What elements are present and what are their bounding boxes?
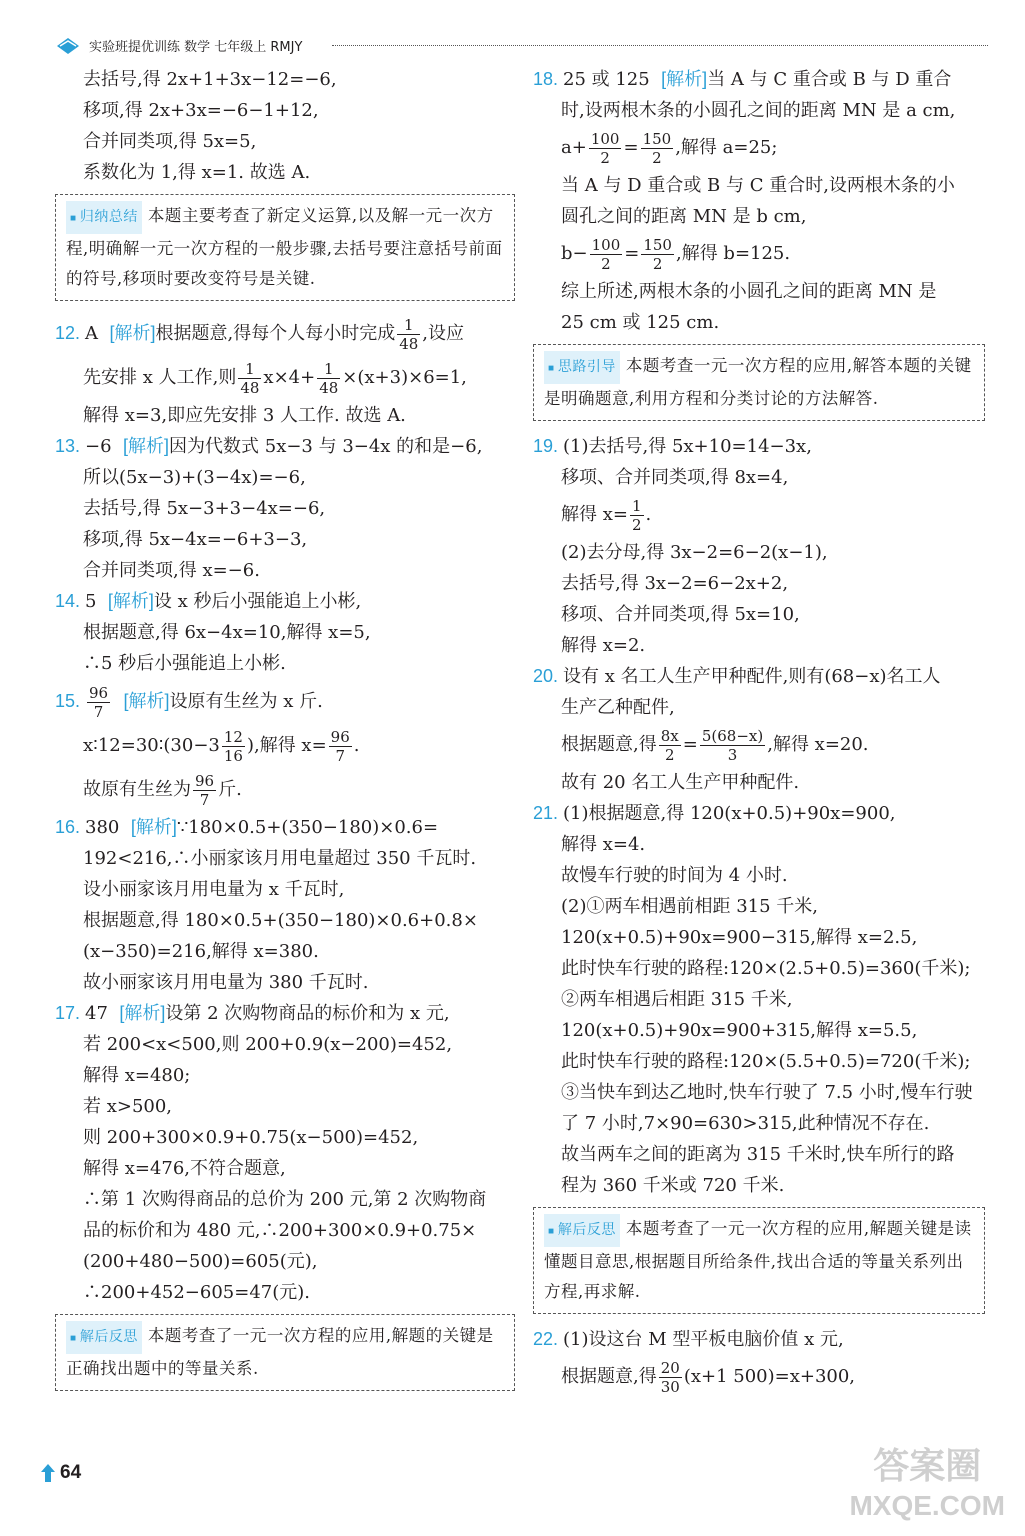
text-line: 解得 x=2.: [561, 635, 646, 656]
reflection-box: [533, 1207, 985, 1314]
text-line: 移项,得 2x+3x=−6−1+12,: [83, 100, 319, 121]
page-arrow-icon: [40, 1462, 56, 1484]
text-line: 120(x+0.5)+90x=900−315,解得 x=2.5,: [561, 927, 918, 948]
text-line: ∴200+452−605=47(元).: [83, 1282, 310, 1303]
watermark: [849, 1446, 1005, 1526]
q13-line1: 13. −6 [解析]因为代数式 5x−3 与 3−4x 的和是−6,: [55, 431, 515, 462]
right-column: [533, 64, 985, 1399]
text-line: 了 7 小时,7×90=630>315,此种情况不存在.: [561, 1113, 930, 1134]
analysis-tag: [解析]: [661, 69, 708, 89]
text-line: 合并同类项,得 x=−6.: [83, 560, 260, 581]
text-line: 故当两车之间的距离为 315 千米时,快车所行的路: [561, 1144, 955, 1165]
text-line: 根据题意,得 6x−4x=10,解得 x=5,: [83, 622, 371, 643]
text-line: 生产乙种配件,: [561, 697, 675, 718]
text-line: (2)①两车相遇前相距 315 千米,: [561, 896, 819, 917]
fraction: $\frac{1}{48}$: [240, 359, 260, 397]
q20-line3: 根据题意,得 $\frac{8x}{2}$ = $\frac{5(68-x)}{3}$ ,解得 x=20.: [561, 726, 869, 764]
q19-line3: 解得 x= $\frac{1}{2}$ .: [561, 496, 652, 534]
text-line: 品的标价和为 480 元,∴200+300×0.9+0.75×: [83, 1220, 477, 1241]
text-line: 故小丽家该月用电量为 380 千瓦时.: [83, 972, 369, 993]
text-line: 程为 360 千米或 720 千米.: [561, 1175, 785, 1196]
answer: 380: [85, 817, 120, 838]
question-number: 18.: [533, 69, 559, 89]
text-line: 故有 20 名工人生产甲种配件.: [561, 772, 800, 793]
text-line: 解得 x=4.: [561, 834, 646, 855]
text-line: 解得 x=476,不符合题意,: [83, 1158, 286, 1179]
fraction: $\frac{1}{48}$: [399, 315, 419, 353]
text-line: (2)去分母,得 3x−2=6−2(x−1),: [561, 542, 828, 563]
answer: A: [85, 323, 98, 344]
watermark-line: MXQE.COM: [849, 1490, 1005, 1521]
question-number: 15.: [55, 691, 81, 711]
q14-line1: 14. 5 [解析]设 x 秒后小强能追上小彬,: [55, 586, 515, 617]
answer: 5: [85, 591, 97, 612]
text-line: 去括号,得 3x−2=6−2x+2,: [561, 573, 789, 594]
text-line: (200+480−500)=605(元),: [83, 1251, 318, 1272]
text-line: ③当快车到达乙地时,快车行驶了 7.5 小时,慢车行驶: [561, 1082, 973, 1103]
text-line: 此时快车行驶的路程:120×(2.5+0.5)=360(千米);: [561, 958, 971, 979]
book-logo-icon: [55, 34, 81, 56]
text-line: ∴5 秒后小强能追上小彬.: [83, 653, 286, 674]
text-line: 则 200+300×0.9+0.75(x−500)=452,: [83, 1127, 419, 1148]
analysis-tag: [解析]: [123, 691, 170, 711]
q22-line1: 22. (1)设这台 M 型平板电脑价值 x 元,: [533, 1324, 985, 1355]
box-tag: ■ 思路引导: [544, 351, 620, 384]
text-line: 合并同类项,得 5x=5,: [83, 131, 257, 152]
fraction: $\frac{100}{2}$: [591, 235, 621, 273]
text-line: 120(x+0.5)+90x=900+315,解得 x=5.5,: [561, 1020, 918, 1041]
question-number: 20.: [533, 666, 559, 686]
box-text: 本题考查了一元一次方程的应用,解题关键是读懂题目意思,根据题目所给条件,找出合适的等量关系列出方程,再求解.: [544, 1219, 972, 1301]
answer: 47: [85, 1003, 108, 1024]
fraction: $\frac{150}{2}$: [642, 129, 672, 167]
analysis-tag: [解析]: [130, 817, 177, 837]
analysis-tag: [解析]: [119, 1003, 166, 1023]
fraction: $\frac{96}{7}$: [330, 727, 350, 765]
q22-line2: 根据题意,得 $\frac{20}{30}$ (x+1 500)=x+300,: [561, 1358, 856, 1396]
box-tag: ■ 归纳总结: [66, 201, 142, 234]
text-line: 解得 x=480;: [83, 1065, 191, 1086]
q19-line1: 19. (1)去括号,得 5x+10=14−3x,: [533, 431, 985, 462]
text-line: 综上所述,两根木条的小圆孔之间的距离 MN 是: [561, 281, 937, 302]
box-tag: ■ 解后反思: [544, 1214, 620, 1247]
text-line: 25 cm 或 125 cm.: [561, 312, 720, 333]
q20-line1: 20. 设有 x 名工人生产甲种配件,则有(68−x)名工人: [533, 661, 985, 692]
q18-line1: 18. 25 或 125 [解析]当 A 与 C 重合或 B 与 D 重合: [533, 64, 985, 95]
box-tag: ■ 解后反思: [66, 1321, 142, 1354]
left-column: [55, 64, 515, 1401]
q12-line2: 先安排 x 人工作,则 $\frac{1}{48}$ x×4+ $\frac{1}{48}$ ×(x+3)×6=1,: [83, 359, 467, 397]
q12-line1: [55, 311, 515, 356]
fraction: $\frac{96}{7}$: [195, 771, 215, 809]
header-divider: [332, 45, 988, 46]
question-number: 12.: [55, 323, 81, 343]
q15-line2: x∶12=30∶(30−3 $\frac{12}{16}$ ),解得 x= $\frac{96}{7}$ .: [83, 727, 360, 765]
reflection-box: [55, 1314, 515, 1391]
q18-line3: a+ $\frac{100}{2}$ = $\frac{150}{2}$ ,解得 a=25;: [561, 129, 778, 167]
text: 根据题意,得每个人每小时完成: [155, 323, 396, 344]
text-line: 去括号,得 2x+1+3x−12=−6,: [83, 69, 337, 90]
question-number: 16.: [55, 817, 81, 837]
q15-line1: 15. $\frac{96}{7}$ [解析]设原有生丝为 x 斤.: [55, 679, 515, 724]
page-header: [55, 30, 302, 60]
text-line: ②两车相遇后相距 315 千米,: [561, 989, 793, 1010]
analysis-tag: [解析]: [109, 323, 156, 343]
answer: 25 或 125: [563, 69, 650, 90]
text-line: 移项、合并同类项,得 5x=10,: [561, 604, 800, 625]
answer-fraction: $\frac{96}{7}$: [89, 683, 109, 721]
text-line: 所以(5x−3)+(3−4x)=−6,: [83, 467, 306, 488]
question-number: 21.: [533, 803, 559, 823]
text-line: 移项,得 5x−4x=−6+3−3,: [83, 529, 308, 550]
fraction: $\frac{5(68-x)}{3}$: [701, 726, 764, 764]
box-text: 本题考查了一元一次方程的应用,解题的关键是正确找出题中的等量关系.: [66, 1326, 494, 1378]
text-line: 若 x>500,: [83, 1096, 173, 1117]
fraction: $\frac{8x}{2}$: [660, 726, 679, 764]
question-number: 14.: [55, 591, 81, 611]
q18-line6: b− $\frac{100}{2}$ = $\frac{150}{2}$ ,解得 b=125.: [561, 235, 791, 273]
text-line: 故慢车行驶的时间为 4 小时.: [561, 865, 788, 886]
text-line: 此时快车行驶的路程:120×(5.5+0.5)=720(千米);: [561, 1051, 971, 1072]
guide-box: [533, 344, 985, 421]
text-line: 去括号,得 5x−3+3−4x=−6,: [83, 498, 326, 519]
text-line: 圆孔之间的距离 MN 是 b cm,: [561, 206, 807, 227]
fraction: $\frac{12}{16}$: [223, 727, 243, 765]
page-number: [40, 1462, 81, 1484]
question-number: 13.: [55, 436, 81, 456]
box-text: 本题考查一元一次方程的应用,解答本题的关键是明确题意,利用方程和分类讨论的方法解答.: [544, 356, 972, 408]
text-line: 若 200<x<500,则 200+0.9(x−200)=452,: [83, 1034, 453, 1055]
fraction: $\frac{20}{30}$: [660, 1358, 680, 1396]
header-title: 实验班提优训练 数学 七年级上 RMJY: [89, 39, 303, 55]
text-line: (x−350)=216,解得 x=380.: [83, 941, 319, 962]
fraction: $\frac{100}{2}$: [590, 129, 620, 167]
q16-line1: 16. 380 [解析]∵180×0.5+(350−180)×0.6=: [55, 812, 515, 843]
text-line: 当 A 与 D 重合或 B 与 C 重合时,设两根木条的小: [561, 175, 955, 196]
summary-box: [55, 194, 515, 301]
question-number: 19.: [533, 436, 559, 456]
text-line: 192<216,∴小丽家该月用电量超过 350 千瓦时.: [83, 848, 477, 869]
fraction: $\frac{150}{2}$: [643, 235, 672, 273]
q21-line1: 21. (1)根据题意,得 120(x+0.5)+90x=900,: [533, 798, 985, 829]
text-line: ∴第 1 次购得商品的总价为 200 元,第 2 次购物商: [83, 1189, 487, 1210]
box-text: 本题主要考查了新定义运算,以及解一元一次方程,明确解一元一次方程的一般步骤,去括号要注意括号前面的符号,移项时要改变符号是关键.: [66, 206, 503, 288]
text: ,设应: [422, 323, 465, 344]
q17-line1: 17. 47 [解析]设第 2 次购物商品的标价和为 x 元,: [55, 998, 515, 1029]
text-line: 根据题意,得 180×0.5+(350−180)×0.6+0.8×: [83, 910, 478, 931]
answer: −6: [85, 436, 112, 457]
text-line: 时,设两根木条的小圆孔之间的距离 MN 是 a cm,: [561, 100, 956, 121]
question-number: 22.: [533, 1329, 559, 1349]
text-line: 解得 x=3,即应先安排 3 人工作. 故选 A.: [83, 405, 406, 426]
page-number-text: 64: [60, 1462, 82, 1483]
analysis-tag: [解析]: [123, 436, 170, 456]
fraction: $\frac{1}{2}$: [631, 496, 642, 534]
fraction: $\frac{1}{48}$: [319, 359, 339, 397]
text-line: 移项、合并同类项,得 8x=4,: [561, 467, 789, 488]
text-line: 系数化为 1,得 x=1. 故选 A.: [83, 162, 311, 183]
analysis-tag: [解析]: [107, 591, 154, 611]
q15-line3: 故原有生丝为 $\frac{96}{7}$ 斤.: [83, 771, 242, 809]
watermark-line: 答案圈: [873, 1445, 982, 1486]
question-number: 17.: [55, 1003, 81, 1023]
text-line: 设小丽家该月用电量为 x 千瓦时,: [83, 879, 345, 900]
